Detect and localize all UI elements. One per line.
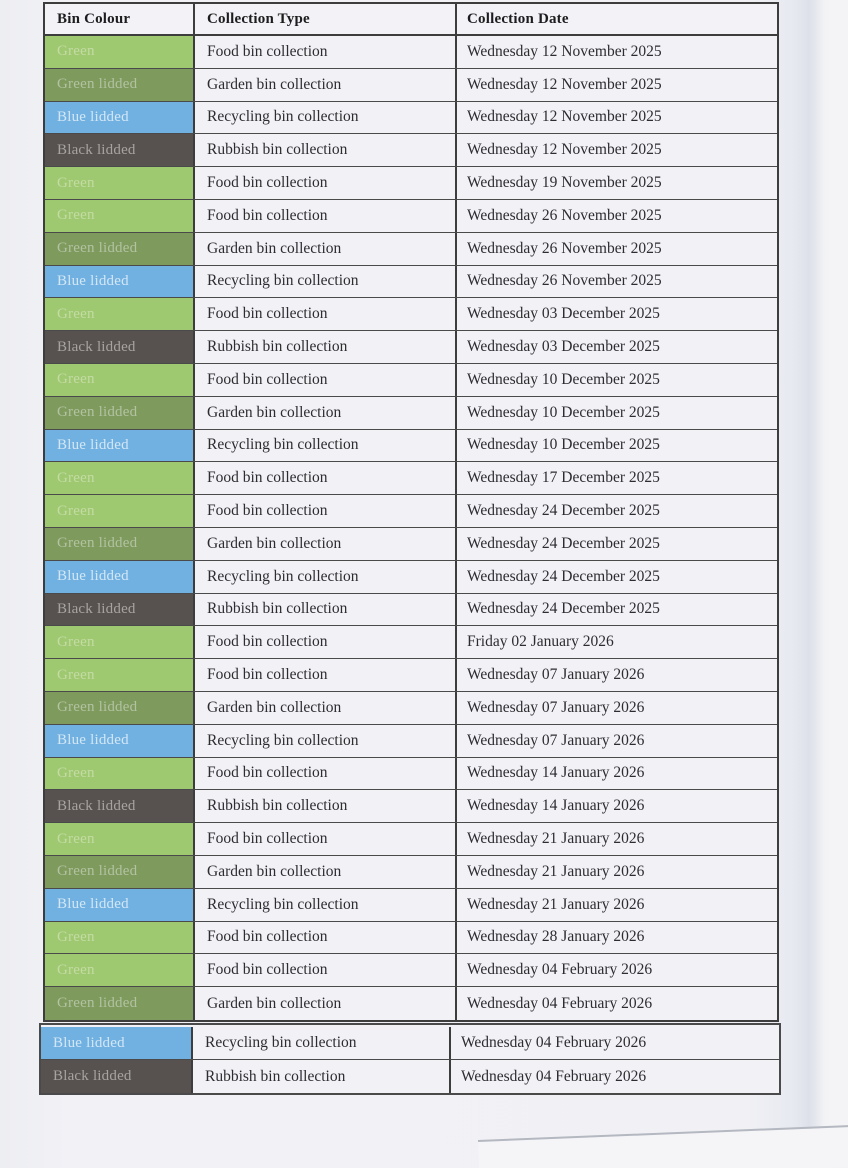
collection-type-cell: Food bin collection: [195, 364, 457, 396]
table-row: [45, 659, 777, 692]
collection-date-cell: Wednesday 03 December 2025: [467, 338, 660, 356]
collection-type-cell: Food bin collection: [195, 36, 457, 68]
collection-type-cell: Garden bin collection: [195, 69, 457, 101]
table-row: [45, 397, 777, 430]
table-row: [45, 725, 777, 758]
bin-colour-cell: Green lidded: [45, 233, 195, 265]
header-collection-date: Collection Date: [467, 10, 569, 27]
collection-type-cell: Recycling bin collection: [195, 725, 457, 757]
collection-type-cell: Rubbish bin collection: [193, 1060, 451, 1093]
collection-date-cell: Wednesday 03 December 2025: [467, 305, 660, 323]
collection-date-cell: Wednesday 04 February 2026: [461, 1067, 647, 1085]
bin-colour-cell: Blue lidded: [45, 725, 195, 757]
collection-type-cell: Recycling bin collection: [195, 561, 457, 593]
collection-date-cell: Wednesday 26 November 2025: [467, 206, 662, 224]
bin-colour-cell: Blue lidded: [45, 430, 195, 462]
collection-date-cell: Wednesday 12 November 2025: [467, 141, 662, 159]
collection-type-cell: Food bin collection: [195, 823, 457, 855]
collection-date-cell: Wednesday 10 December 2025: [467, 370, 660, 388]
bin-colour-cell: Black lidded: [41, 1060, 193, 1093]
bin-colour-cell: Green lidded: [45, 528, 195, 560]
collection-type-cell: Garden bin collection: [195, 692, 457, 724]
table-row: [45, 954, 777, 987]
bin-colour-cell: Green lidded: [45, 692, 195, 724]
table-row: [45, 167, 777, 200]
collection-type-cell: Garden bin collection: [195, 987, 457, 1020]
collection-date-cell: Wednesday 21 January 2026: [467, 862, 645, 880]
collection-type-cell: Rubbish bin collection: [195, 331, 457, 363]
collection-date-cell: Wednesday 24 December 2025: [467, 534, 660, 552]
table-row: [45, 134, 777, 167]
collection-date-cell: Wednesday 19 November 2025: [467, 174, 662, 192]
collection-date-cell: Wednesday 24 December 2025: [467, 567, 660, 585]
table-row: [45, 462, 777, 495]
collection-type-cell: Food bin collection: [195, 922, 457, 954]
bin-colour-cell: Black lidded: [45, 594, 195, 626]
bin-colour-cell: Blue lidded: [45, 561, 195, 593]
collection-type-cell: Food bin collection: [195, 495, 457, 527]
collection-date-cell: Wednesday 28 January 2026: [467, 928, 645, 946]
bin-colour-cell: Green lidded: [45, 397, 195, 429]
bin-collection-schedule-table: [43, 2, 779, 1022]
collection-date-cell: Wednesday 24 December 2025: [467, 502, 660, 520]
bin-colour-cell: Black lidded: [45, 134, 195, 166]
collection-date-cell: Wednesday 07 January 2026: [467, 731, 645, 749]
bin-colour-cell: Green lidded: [45, 69, 195, 101]
bin-colour-cell: Green: [45, 462, 195, 494]
bin-colour-cell: Blue lidded: [45, 266, 195, 298]
collection-type-cell: Food bin collection: [195, 758, 457, 790]
scan-shadow: [790, 0, 824, 1168]
collection-type-cell: Recycling bin collection: [195, 102, 457, 134]
bin-colour-cell: Green: [45, 954, 195, 986]
collection-date-cell: Wednesday 10 December 2025: [467, 403, 660, 421]
table-row: [45, 889, 777, 922]
collection-date-cell: Wednesday 14 January 2026: [467, 797, 645, 815]
table-row: [45, 594, 777, 627]
collection-date-cell: Wednesday 12 November 2025: [467, 108, 662, 126]
bin-colour-cell: Black lidded: [45, 331, 195, 363]
table-header-row: [45, 4, 777, 36]
bin-colour-cell: Green: [45, 758, 195, 790]
bin-colour-cell: Green lidded: [45, 987, 195, 1020]
collection-type-cell: Food bin collection: [195, 298, 457, 330]
collection-type-cell: Garden bin collection: [195, 528, 457, 560]
collection-type-cell: Food bin collection: [195, 659, 457, 691]
table-row: [41, 1060, 779, 1093]
collection-date-cell: Wednesday 04 February 2026: [467, 961, 653, 979]
bin-colour-cell: Green: [45, 298, 195, 330]
bin-colour-cell: Green: [45, 922, 195, 954]
table-row: [45, 233, 777, 266]
collection-date-cell: Wednesday 12 November 2025: [467, 42, 662, 60]
collection-type-cell: Food bin collection: [195, 462, 457, 494]
collection-type-cell: Recycling bin collection: [195, 430, 457, 462]
table-row: [45, 758, 777, 791]
collection-type-cell: Rubbish bin collection: [195, 134, 457, 166]
bin-colour-cell: Blue lidded: [41, 1027, 193, 1059]
header-collection-type: Collection Type: [195, 4, 457, 34]
collection-type-cell: Garden bin collection: [195, 856, 457, 888]
collection-type-cell: Rubbish bin collection: [195, 594, 457, 626]
table-row: [45, 856, 777, 889]
bin-colour-cell: Green: [45, 823, 195, 855]
bin-colour-cell: Green: [45, 36, 195, 68]
table-row: [45, 987, 777, 1020]
table-row: [45, 561, 777, 594]
collection-date-cell: Friday 02 January 2026: [467, 633, 614, 651]
table-row: [45, 69, 777, 102]
table-row: [45, 495, 777, 528]
collection-type-cell: Food bin collection: [195, 954, 457, 986]
bin-colour-cell: Blue lidded: [45, 889, 195, 921]
table-row: [45, 528, 777, 561]
table-row: [45, 626, 777, 659]
header-bin-colour: Bin Colour: [45, 4, 195, 34]
bin-colour-cell: Green: [45, 200, 195, 232]
collection-type-cell: Food bin collection: [195, 167, 457, 199]
table-row: [45, 102, 777, 135]
table-row: [45, 430, 777, 463]
table-row: [41, 1027, 779, 1060]
collection-date-cell: Wednesday 26 November 2025: [467, 239, 662, 257]
collection-type-cell: Food bin collection: [195, 626, 457, 658]
bin-colour-cell: Green: [45, 495, 195, 527]
table-row: [45, 364, 777, 397]
collection-type-cell: Rubbish bin collection: [195, 790, 457, 822]
collection-date-cell: Wednesday 21 January 2026: [467, 895, 645, 913]
table-body-continued: [41, 1027, 779, 1093]
table-row: [45, 331, 777, 364]
collection-type-cell: Recycling bin collection: [195, 266, 457, 298]
table-row: [45, 790, 777, 823]
table-row: [45, 200, 777, 233]
table-row: [45, 922, 777, 955]
collection-date-cell: Wednesday 12 November 2025: [467, 75, 662, 93]
collection-date-cell: Wednesday 04 February 2026: [467, 994, 653, 1012]
collection-type-cell: Recycling bin collection: [193, 1027, 451, 1059]
collection-type-cell: Garden bin collection: [195, 233, 457, 265]
collection-date-cell: Wednesday 17 December 2025: [467, 469, 660, 487]
bin-collection-schedule-table-continued: [39, 1023, 781, 1095]
table-row: [45, 298, 777, 331]
bin-colour-cell: Green: [45, 626, 195, 658]
table-row: [45, 692, 777, 725]
collection-date-cell: Wednesday 24 December 2025: [467, 600, 660, 618]
collection-type-cell: Food bin collection: [195, 200, 457, 232]
collection-type-cell: Garden bin collection: [195, 397, 457, 429]
bin-colour-cell: Green: [45, 659, 195, 691]
bin-colour-cell: Black lidded: [45, 790, 195, 822]
collection-date-cell: Wednesday 26 November 2025: [467, 272, 662, 290]
bin-colour-cell: Green: [45, 364, 195, 396]
collection-date-cell: Wednesday 07 January 2026: [467, 666, 645, 684]
table-body: [45, 36, 777, 1020]
collection-date-cell: Wednesday 21 January 2026: [467, 830, 645, 848]
table-row: [45, 266, 777, 299]
collection-date-cell: Wednesday 14 January 2026: [467, 764, 645, 782]
paper-edge-area: [478, 1125, 848, 1168]
bin-colour-cell: Green: [45, 167, 195, 199]
collection-date-cell: Wednesday 04 February 2026: [461, 1034, 647, 1051]
collection-date-cell: Wednesday 07 January 2026: [467, 698, 645, 716]
bin-colour-cell: Blue lidded: [45, 102, 195, 134]
table-row: [45, 36, 777, 69]
bin-colour-cell: Green lidded: [45, 856, 195, 888]
collection-date-cell: Wednesday 10 December 2025: [467, 436, 660, 454]
table-row: [45, 823, 777, 856]
collection-type-cell: Recycling bin collection: [195, 889, 457, 921]
